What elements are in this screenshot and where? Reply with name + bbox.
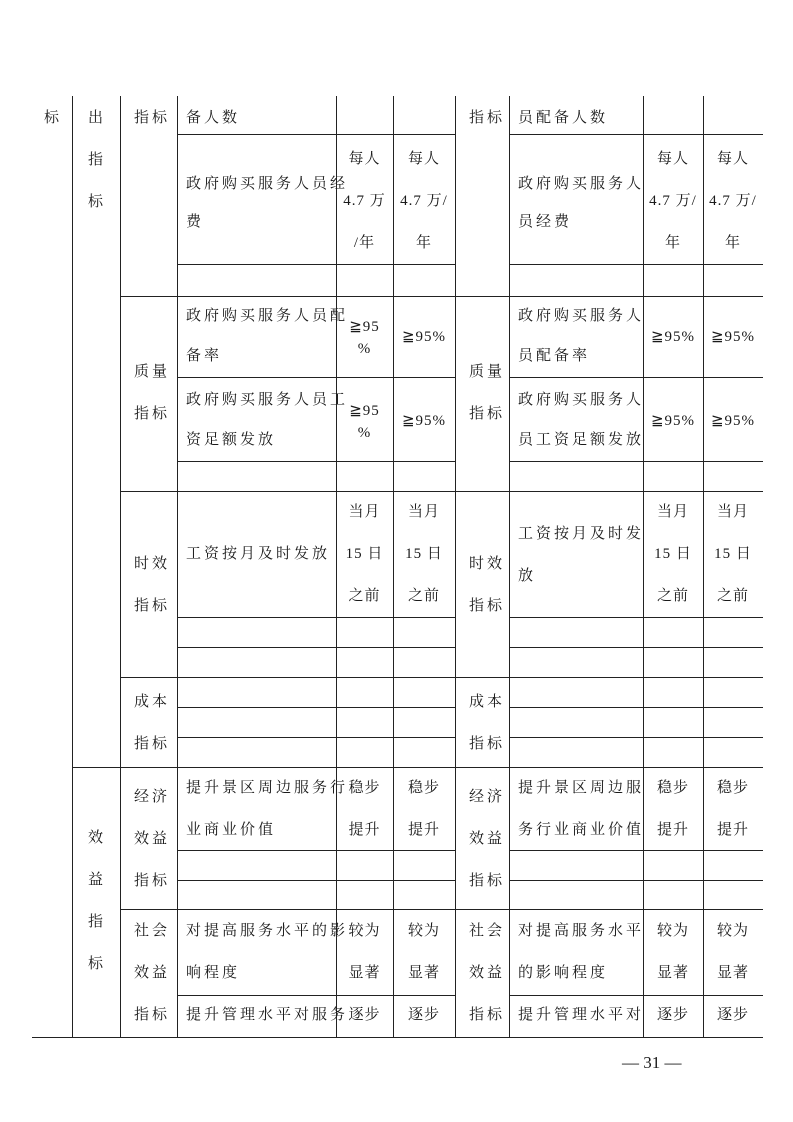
row-rule: [509, 377, 763, 378]
row-rule: [177, 377, 455, 378]
quantity-target-value: /年: [353, 235, 376, 251]
section-rule: [120, 296, 455, 297]
quality-target-value: ≧95%: [650, 329, 696, 345]
section-rule: [455, 767, 763, 768]
quality-actual-value: ≧95%: [401, 413, 447, 429]
quality-row-text: 政府购买服务人: [518, 390, 645, 408]
quality-target-value: %: [357, 341, 372, 357]
quality-row-text: 政府购买服务人员配: [186, 306, 349, 324]
indicator-column-label: 标: [44, 108, 63, 126]
row-rule: [177, 737, 455, 738]
column-rule-c: [120, 96, 121, 1037]
social-target-value: 较为: [348, 921, 381, 939]
timeliness-actual-value: 当月: [407, 504, 440, 520]
social-actual-value: 显著: [716, 963, 749, 981]
social-actual-value: 逐步: [716, 1005, 749, 1023]
section-rule: [455, 909, 763, 910]
quantity-row-text: 政府购买服务人: [518, 174, 645, 192]
quality-actual-value: ≧95%: [710, 413, 756, 429]
economic-benefit-label: 指标: [134, 871, 171, 889]
timeliness-row-text: 工资按月及时发放: [186, 544, 331, 562]
section-rule: [120, 909, 455, 910]
quantity-actual-value: 4.7 万/: [400, 193, 448, 209]
economic-benefit-label: 经济: [134, 787, 171, 805]
cost-label: 成本: [134, 692, 171, 710]
column-rule-g: [455, 96, 456, 1037]
row-rule: [177, 461, 455, 462]
cost-label: 指标: [469, 734, 506, 752]
social-benefit-label: 效益: [469, 963, 506, 981]
timeliness-target-value: 之前: [656, 588, 689, 604]
section-rule: [455, 677, 763, 678]
timeliness-actual-value: 之前: [407, 588, 440, 604]
quality-label: 质量: [469, 362, 506, 380]
quantity-target-value: 4.7 万/: [649, 193, 697, 209]
quantity-target-value: 每人: [656, 151, 689, 167]
quality-actual-value: ≧95%: [401, 329, 447, 345]
social-row-text: 的影响程度: [518, 963, 609, 981]
output-group-char: 出: [88, 108, 107, 126]
row-rule: [509, 737, 763, 738]
timeliness-target-value: 15 日: [345, 546, 384, 562]
quantity-row-text: 政府购买服务人员经: [186, 174, 349, 192]
social-target-value: 显著: [656, 963, 689, 981]
timeliness-actual-value: 15 日: [714, 546, 752, 562]
social-benefit-label: 指标: [469, 1005, 506, 1023]
economic-actual-value: 稳步: [407, 778, 440, 796]
row-rule: [177, 850, 455, 851]
timeliness-actual-value: 当月: [716, 504, 749, 520]
quantity-row-text: 员配备人数: [518, 108, 609, 126]
row-rule: [509, 995, 763, 996]
cost-label: 成本: [469, 692, 506, 710]
row-rule: [177, 264, 455, 265]
quantity-actual-value: 每人: [716, 151, 749, 167]
economic-target-value: 稳步: [656, 778, 689, 796]
benefit-group-char: 益: [88, 870, 107, 888]
economic-benefit-label: 效益: [134, 829, 171, 847]
economic-actual-value: 提升: [407, 820, 440, 838]
social-actual-value: 逐步: [407, 1005, 440, 1023]
timeliness-target-value: 之前: [348, 588, 381, 604]
social-row-text: 响程度: [186, 963, 241, 981]
social-benefit-label: 效益: [134, 963, 171, 981]
quality-label: 指标: [134, 404, 171, 422]
timeliness-label: 指标: [469, 596, 506, 614]
economic-target-value: 提升: [348, 820, 381, 838]
economic-row-text: 业商业价值: [186, 820, 277, 838]
column-rule-b: [72, 96, 73, 1037]
economic-benefit-label: 指标: [469, 871, 506, 889]
quality-row-text: 政府购买服务人员工: [186, 390, 349, 408]
economic-actual-value: 稳步: [716, 778, 749, 796]
section-rule: [455, 491, 763, 492]
quality-target-value: ≧95%: [650, 413, 696, 429]
quantity-actual-value: 每人: [407, 151, 440, 167]
quantity-row-text: 员经费: [518, 212, 573, 230]
quantity-target-value: 4.7 万: [343, 193, 386, 209]
row-rule: [509, 647, 763, 648]
quantity-row-text: 备人数: [186, 108, 241, 126]
social-target-value: 逐步: [348, 1005, 381, 1023]
row-rule: [177, 647, 455, 648]
quality-row-text: 员工资足额发放: [518, 430, 645, 448]
section-rule: [72, 767, 455, 768]
quantity-target-value: 每人: [348, 151, 381, 167]
quality-label: 指标: [469, 404, 506, 422]
timeliness-target-value: 当月: [656, 504, 689, 520]
row-rule: [177, 134, 455, 135]
column-rule-h: [509, 96, 510, 1037]
social-target-value: 较为: [656, 921, 689, 939]
economic-actual-value: 提升: [716, 820, 749, 838]
economic-benefit-label: 效益: [469, 829, 506, 847]
social-benefit-label: 指标: [134, 1005, 171, 1023]
social-target-value: 显著: [348, 963, 381, 981]
quality-row-text: 员配备率: [518, 346, 591, 364]
table-bottom-rule: [32, 1037, 763, 1038]
quality-row-text: 资足额发放: [186, 430, 277, 448]
row-rule: [509, 134, 763, 135]
social-actual-value: 显著: [407, 963, 440, 981]
benefit-group-char: 标: [88, 954, 107, 972]
timeliness-row-text: 工资按月及时发: [518, 524, 645, 542]
quantity-row-text: 费: [186, 212, 205, 230]
quality-row-text: 备率: [186, 346, 223, 364]
timeliness-row-text: 放: [518, 566, 537, 584]
section-rule: [120, 677, 455, 678]
output-group-char: 标: [88, 192, 107, 210]
row-rule: [177, 880, 455, 881]
quantity-actual-value: 年: [415, 235, 432, 251]
cost-label: 指标: [134, 734, 171, 752]
social-row-text: 对提高服务水平的影: [186, 921, 349, 939]
social-benefit-label: 社会: [469, 921, 506, 939]
social-actual-value: 较为: [407, 921, 440, 939]
social-row-text: 提升管理水平对服务: [186, 1005, 349, 1023]
social-actual-value: 较为: [716, 921, 749, 939]
quantity-actual-value: 年: [724, 235, 741, 251]
quality-actual-value: ≧95%: [710, 329, 756, 345]
benefit-group-char: 效: [88, 828, 107, 846]
row-rule: [509, 461, 763, 462]
row-rule: [177, 617, 455, 618]
economic-benefit-label: 经济: [469, 787, 506, 805]
timeliness-actual-value: 15 日: [405, 546, 443, 562]
social-row-text: 提升管理水平对: [518, 1005, 645, 1023]
quality-target-value: %: [357, 425, 372, 441]
timeliness-label: 指标: [134, 596, 171, 614]
row-rule: [509, 264, 763, 265]
row-rule: [509, 707, 763, 708]
social-target-value: 逐步: [656, 1005, 689, 1023]
timeliness-target-value: 15 日: [654, 546, 692, 562]
quantity-target-value: 年: [664, 235, 681, 251]
quality-row-text: 政府购买服务人: [518, 306, 645, 324]
page-number: — 31 —: [622, 1053, 682, 1072]
output-group-char: 指: [88, 150, 107, 168]
row-rule: [509, 850, 763, 851]
timeliness-actual-value: 之前: [716, 588, 749, 604]
economic-target-value: 稳步: [348, 778, 381, 796]
quality-label: 质量: [134, 362, 171, 380]
row-rule: [177, 995, 455, 996]
section-rule: [455, 296, 763, 297]
social-benefit-label: 社会: [134, 921, 171, 939]
row-rule: [177, 707, 455, 708]
benefit-group-char: 指: [88, 912, 107, 930]
timeliness-target-value: 当月: [348, 504, 381, 520]
timeliness-label: 时效: [134, 554, 171, 572]
quality-target-value: ≧95: [349, 403, 380, 419]
economic-row-text: 提升景区周边服务行: [186, 778, 349, 796]
section-rule: [120, 491, 455, 492]
timeliness-label: 时效: [469, 554, 506, 572]
row-rule: [509, 617, 763, 618]
quality-target-value: ≧95: [349, 319, 380, 335]
social-row-text: 对提高服务水平: [518, 921, 645, 939]
quantity-actual-value: 4.7 万/: [709, 193, 757, 209]
economic-row-text: 务行业商业价值: [518, 820, 645, 838]
quantity-label-tail: 指标: [469, 108, 506, 126]
economic-target-value: 提升: [656, 820, 689, 838]
economic-row-text: 提升景区周边服: [518, 778, 645, 796]
column-rule-d: [177, 96, 178, 1037]
quantity-label-tail: 指标: [134, 108, 171, 126]
row-rule: [509, 880, 763, 881]
